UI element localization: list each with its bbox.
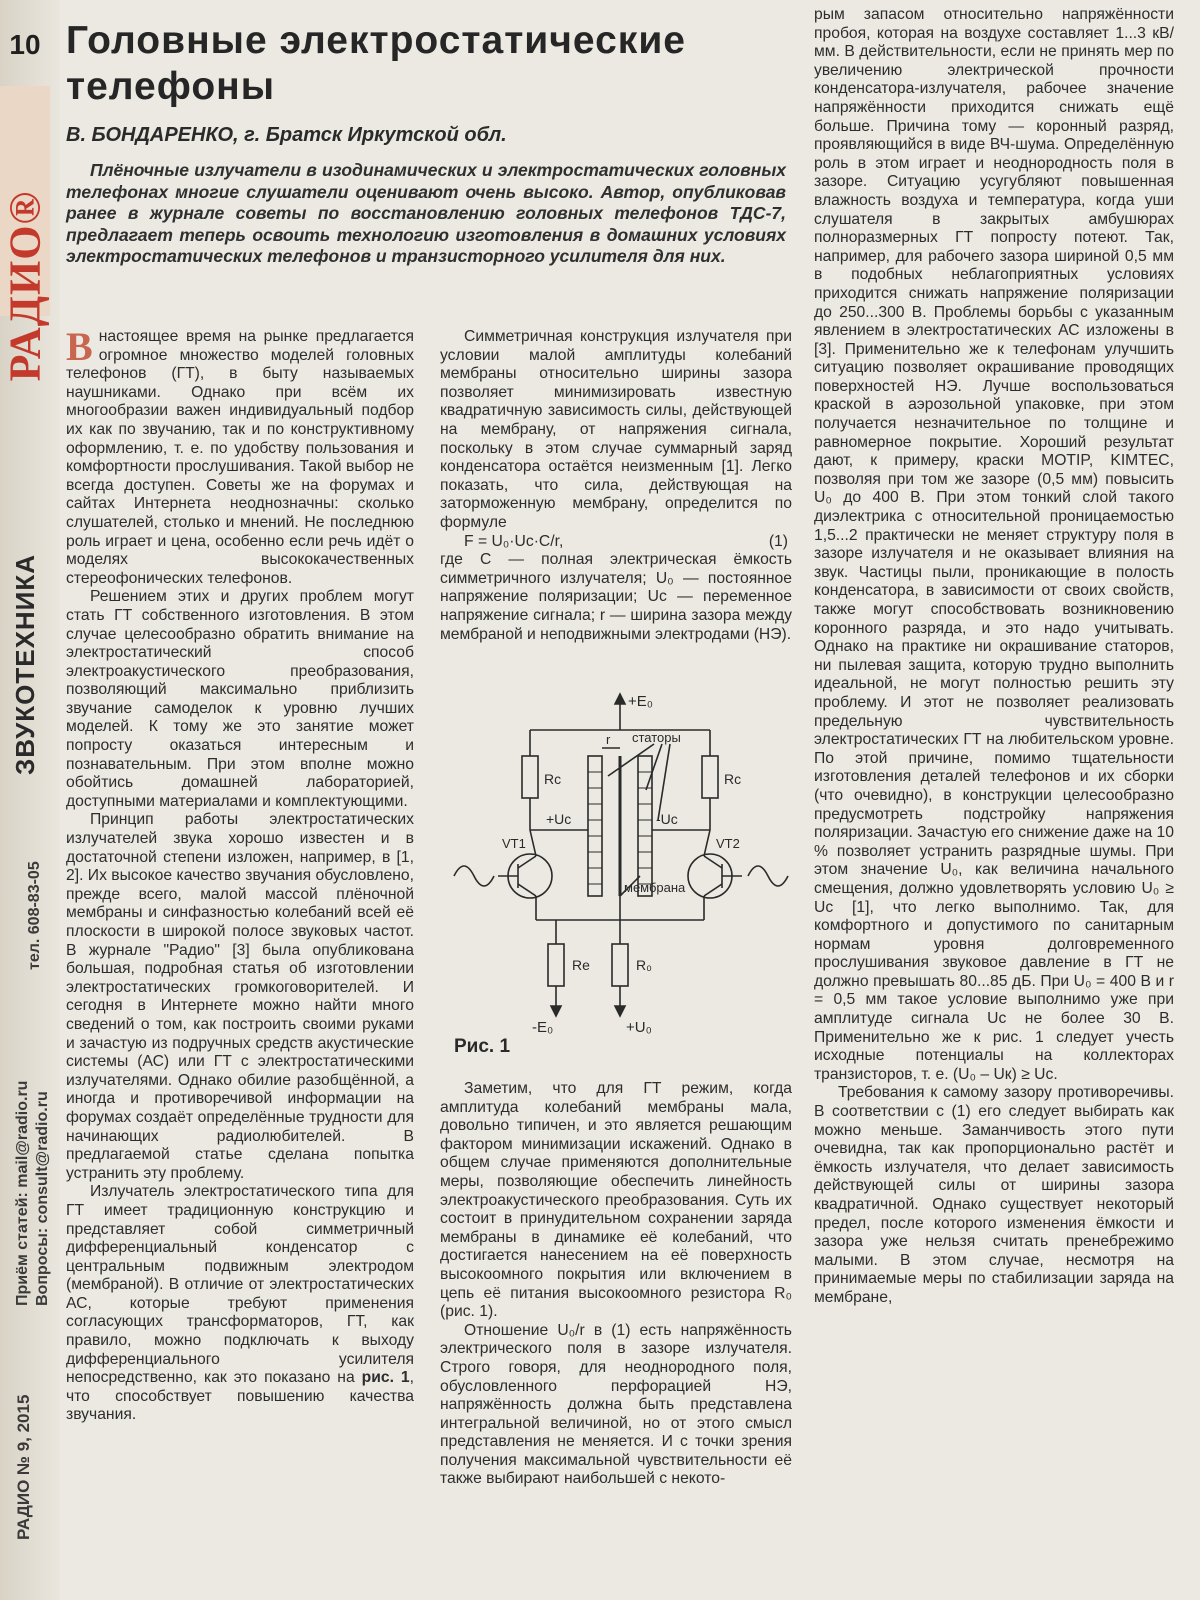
label-re: Rе [572,957,590,973]
label-vt2: VT2 [716,836,740,851]
paragraph [66,324,414,588]
column-3 [814,6,1174,1308]
label-vt1: VT1 [502,836,526,851]
sidebar [0,0,54,1600]
contact-questions: Вопросы: consult@radio.ru [34,1091,51,1306]
label-membrane: мембрана [624,880,686,895]
radio-logo [0,86,50,382]
label-minus-uc: -Uс [656,811,678,827]
logo-text: РАДИО® [0,190,50,382]
contact-articles: Приём статей: mail@radio.ru [14,1080,31,1306]
paragraph: Принцип работы электростатических излучателей звука хорошо известен и в достаточной степени изложен, например, в [1, 2]. Их высокое качество звучания обусловлено, прежде всего, малой массой плёночной мембраны и синфазностью колебаний всей её плоскости в широкой полосе звуковых частот. В журнале "Радио" [3] была опубликована большая, подробная статья об изготовлении электростатических громкоговорителей. И сегодня в Интернете можно найти много сведений о том, как построить своими руками и зачастую из подручных средств акустические системы (АС) или ГТ с электростатическими излучателями. Однако обилие разобщённой, а иногда и противоречивой информации на форумах создаёт определённые трудности для начинающих радиолюбителей. В предлагаемой статье сделана попытка устранить эту проблему. [66,811,414,1182]
phone-number: тел. 608-83-05 [26,861,43,970]
article-title: Головные электростатические телефоны [66,19,686,108]
resistor-r0 [612,944,628,986]
stator-left [588,756,602,896]
label-rc-left: Rс [544,771,562,787]
resistor-re [548,944,564,986]
section-label: ЗВУКОТЕХНИКА [10,553,40,775]
circuit-diagram [440,680,800,1040]
figure-caption: Рис. 1 [454,1036,511,1057]
drop-cap: В [66,324,93,369]
paragraph [66,1183,414,1425]
paragraph: Симметричная конструкция излучателя при условии малой амплитуды колебаний мембраны относительно ширины зазора позволяет минимизировать известную квадратичную зависимость силы, действующей на мембрану, от напряжения сигнала, поскольку в этом случае суммарный заряд конденсатора остаётся неизменным [1]. Легко показать, что сила, действующая на заторможенную мембрану, определится по формуле [440,328,792,531]
formula-row [440,533,792,552]
formula: F = U₀·Uс·C/r, [464,532,564,550]
column-2-bottom [440,1080,792,1489]
paragraph: Заметим, что для ГТ режим, когда амплитуда колебаний мембраны мала, довольно типичен, и это является решающим фактором минимизации искажений. Однако в общем случае применяются дополнительные меры, позволяющие обеспечить линейность электроакустического преобразования. Суть их состоит в принудительном сохранении заряда мембраны в динамике её колебаний, что достигается нанесением на её поверхность высокоомного покрытия или включением в цепь её питания высокоомного резистора R₀ (рис. 1). [440,1080,792,1321]
resistor-rc-left [522,756,538,798]
paragraph-text: Излучатель электростатического типа для ГТ имеет традиционную конструкцию и представляет собой симметричный дифференциальный конденсатор с центральным подвижным электродом (мембраной). В отличие от электростатических АС, которые требуют применения согласующих трансформаторов, ГТ, как правило, можно подключать к выходу дифференциального усилителя непосредственно, как это показано на [66,1183,414,1387]
article-author: В. БОНДАРЕНКО, г. Братск Иркутской обл. [66,124,507,146]
paragraph: рым запасом относительно напряжённости пробоя, которая на воздухе составляет 1...3 кВ/мм. В действительности, если не принять мер по увеличению электрической прочности конденсатора-излучателя, рабочее значение напряжённости приходится снижать ещё больше. Причина тому — коронный разряд, проявляющийся в виде ВЧ-шума. Определённую роль в этом играет и неоднородность поля в зазоре. Ситуацию усугубляют повышенная влажность воздуха и температура, когда уши слушателя в закрытых амбушюрах полноразмерных ГТ попросту потеют. Так, например, для рабочего зазора шириной 0,5 мм в подобных неблагоприятных условиях приходится снижать напряжение поляризации до 250...300 В. Проблемы борьбы с указанным явлением в электростатических АС изложены в [3]. Применительно же к телефонам улучшить ситуацию позволяет окрашивание проводящих поверхностей НЭ. Лучше воспользоваться краской в аэрозольной упаковке, при этом получается незначительное по толщине и равномерное покрытие. Хороший результат дают, к примеру, краски MOTIP, KIMTEC, позволяя при том же зазоре (0,5 мм) повысить U₀ до 400 В. При этом тонкий слой такого диэлектрика с относительной проницаемостью 1,5...2 практически не меняет структуру поля в зазоре излучателя и не оказывает влияния на звук. Частицы пыли, проникающие в полость конденсатора, в зависимости от своих свойств, также могут способствовать возникновению коронного разряда, и это надо учитывать. Однако на практике ни окрашивание статоров, ни пылевая защита, которую трудно выполнить идеальной, не могут полностью решить эту проблему. И этот не позволяет реализовать предельную чувствительность электростатических ГТ на любительском уровне. По этой причине, помимо тщательности изготовления деталей телефонов и их сборки (что очевидно), в конструкции целесообразно предусмотреть подстройку напряжения поляризации. Зачастую его снижение даже на 10 % позволяет устранить разрядные шумы. При этом значение U₀, как величина начального смещения, должно удовлетворять условию U₀ ≥ Uс [1], что легко выполнимо. Так, для комфортного и допустимого по санитарным нормам уровня долговременного прослушивания звуковое давление в ГТ не должно превышать 80...85 дБ. При U₀ = 400 В и r = 0,5 мм такое условие выполнимо уже при амплитуде сигнала Uс не более 30 В. Применительно же к рис. 1 следует учесть исходные потенциалы на коллекторах транзисторов, т. е. (U₀ – Uк) ≥ Uс. [814,6,1174,1083]
paragraph-text: настоящее время на рынке предлагается огромное множество моделей головных телефонов (ГТ), в быту называемых наушниками. Однако при всём их многообразии важен индивидуальный подбор их как по звучанию, так и по конструктивному оформлению, т. е. по удобству пользования и комфортности прослушивания. Такой выбор не всегда доступен. Советы же на форумах и сайтах Интернета неоднозначны: сколько слушателей, столько и мнений. Не последнюю роль играет и цена, особенно если речь идёт о моделях высококачественных стереофонических телефонов. [66,328,414,587]
issue-label: РАДИО № 9, 2015 [14,1394,33,1540]
signal-in-left [454,866,494,886]
paragraph: Отношение U₀/r в (1) есть напряжённость электрического поля в зазоре излучателя. Строго говоря, для неоднородного поля, обусловленного перфорацией НЭ, напряжённость должна быть представлена интегральной величиной, но от этого смысл представления не меняется. И с точки зрения получения максимальной чувствительности её также выбирают наибольшей с некото- [440,1321,792,1488]
formula-number: (1) [768,532,788,550]
label-minus-e0: -E₀ [532,1019,554,1036]
signal-in-right [748,866,788,886]
label-plus-e0: +E₀ [628,693,653,710]
paragraph: где C — полная электрическая ёмкость симметричного излучателя; U₀ — постоянное напряжение поляризации; Uс — переменное напряжение сигнала; r — ширина зазора между мембраной и неподвижными электродами (НЭ). [440,551,792,643]
label-plus-uc: +Uс [546,811,572,827]
label-rc-right: Rс [724,771,742,787]
paragraph-text: , что способствует повышению качества звучания. [66,1369,414,1424]
resistor-rc-right [702,756,718,798]
label-plus-u0: +U₀ [626,1019,652,1036]
page-number: 10 [9,29,41,60]
arrow-top [615,694,625,704]
article-lead: Плёночные излучатели в изодинамических и электростатических головных телефонах многие слушатели оценивают очень высоко. Автор, опубликовав ранее в журнале советы по восстановлению головных телефонов ТДС-7, предлагает теперь освоить технологию изготовления в домашних условиях электростатических телефонов и транзисторного усилителя для них. [66,160,786,266]
figure-reference: рис. 1 [361,1369,410,1387]
label-r: r [606,732,611,747]
paragraph: Требования к самому зазору противоречивы. В соответствии с (1) его следует выбирать как можно меньше. Заманчивость этого пути очевидна, так как пропорционально растёт и ёмкость излучателя, что делает зависимость действующей силы от ширины зазора квадратичной. Однако существует некоторый предел, после которого изменения ёмкости и зазора уже нельзя считать пренебрежимо малыми. В этом случае, несмотря на принимаемые меры по стабилизации заряда на мембране, [814,1084,1174,1306]
label-r0: R₀ [636,957,652,973]
label-stators: статоры [632,730,681,745]
column-1 [66,324,414,1425]
column-2-top [440,328,792,644]
paragraph: Решением этих и других проблем могут стать ГТ собственного изготовления. В этом случае целесообразно обратить внимание на электростатический способ электроакустического преобразования, позволяющий максимально приблизить звучание самоделок к уровню лучших моделей. К тому же это занятие может попросту оказаться интересным и познавательным. При этом вполне можно обойтись домашней лабораторией, доступными материалами и комплектующими. [66,588,414,810]
